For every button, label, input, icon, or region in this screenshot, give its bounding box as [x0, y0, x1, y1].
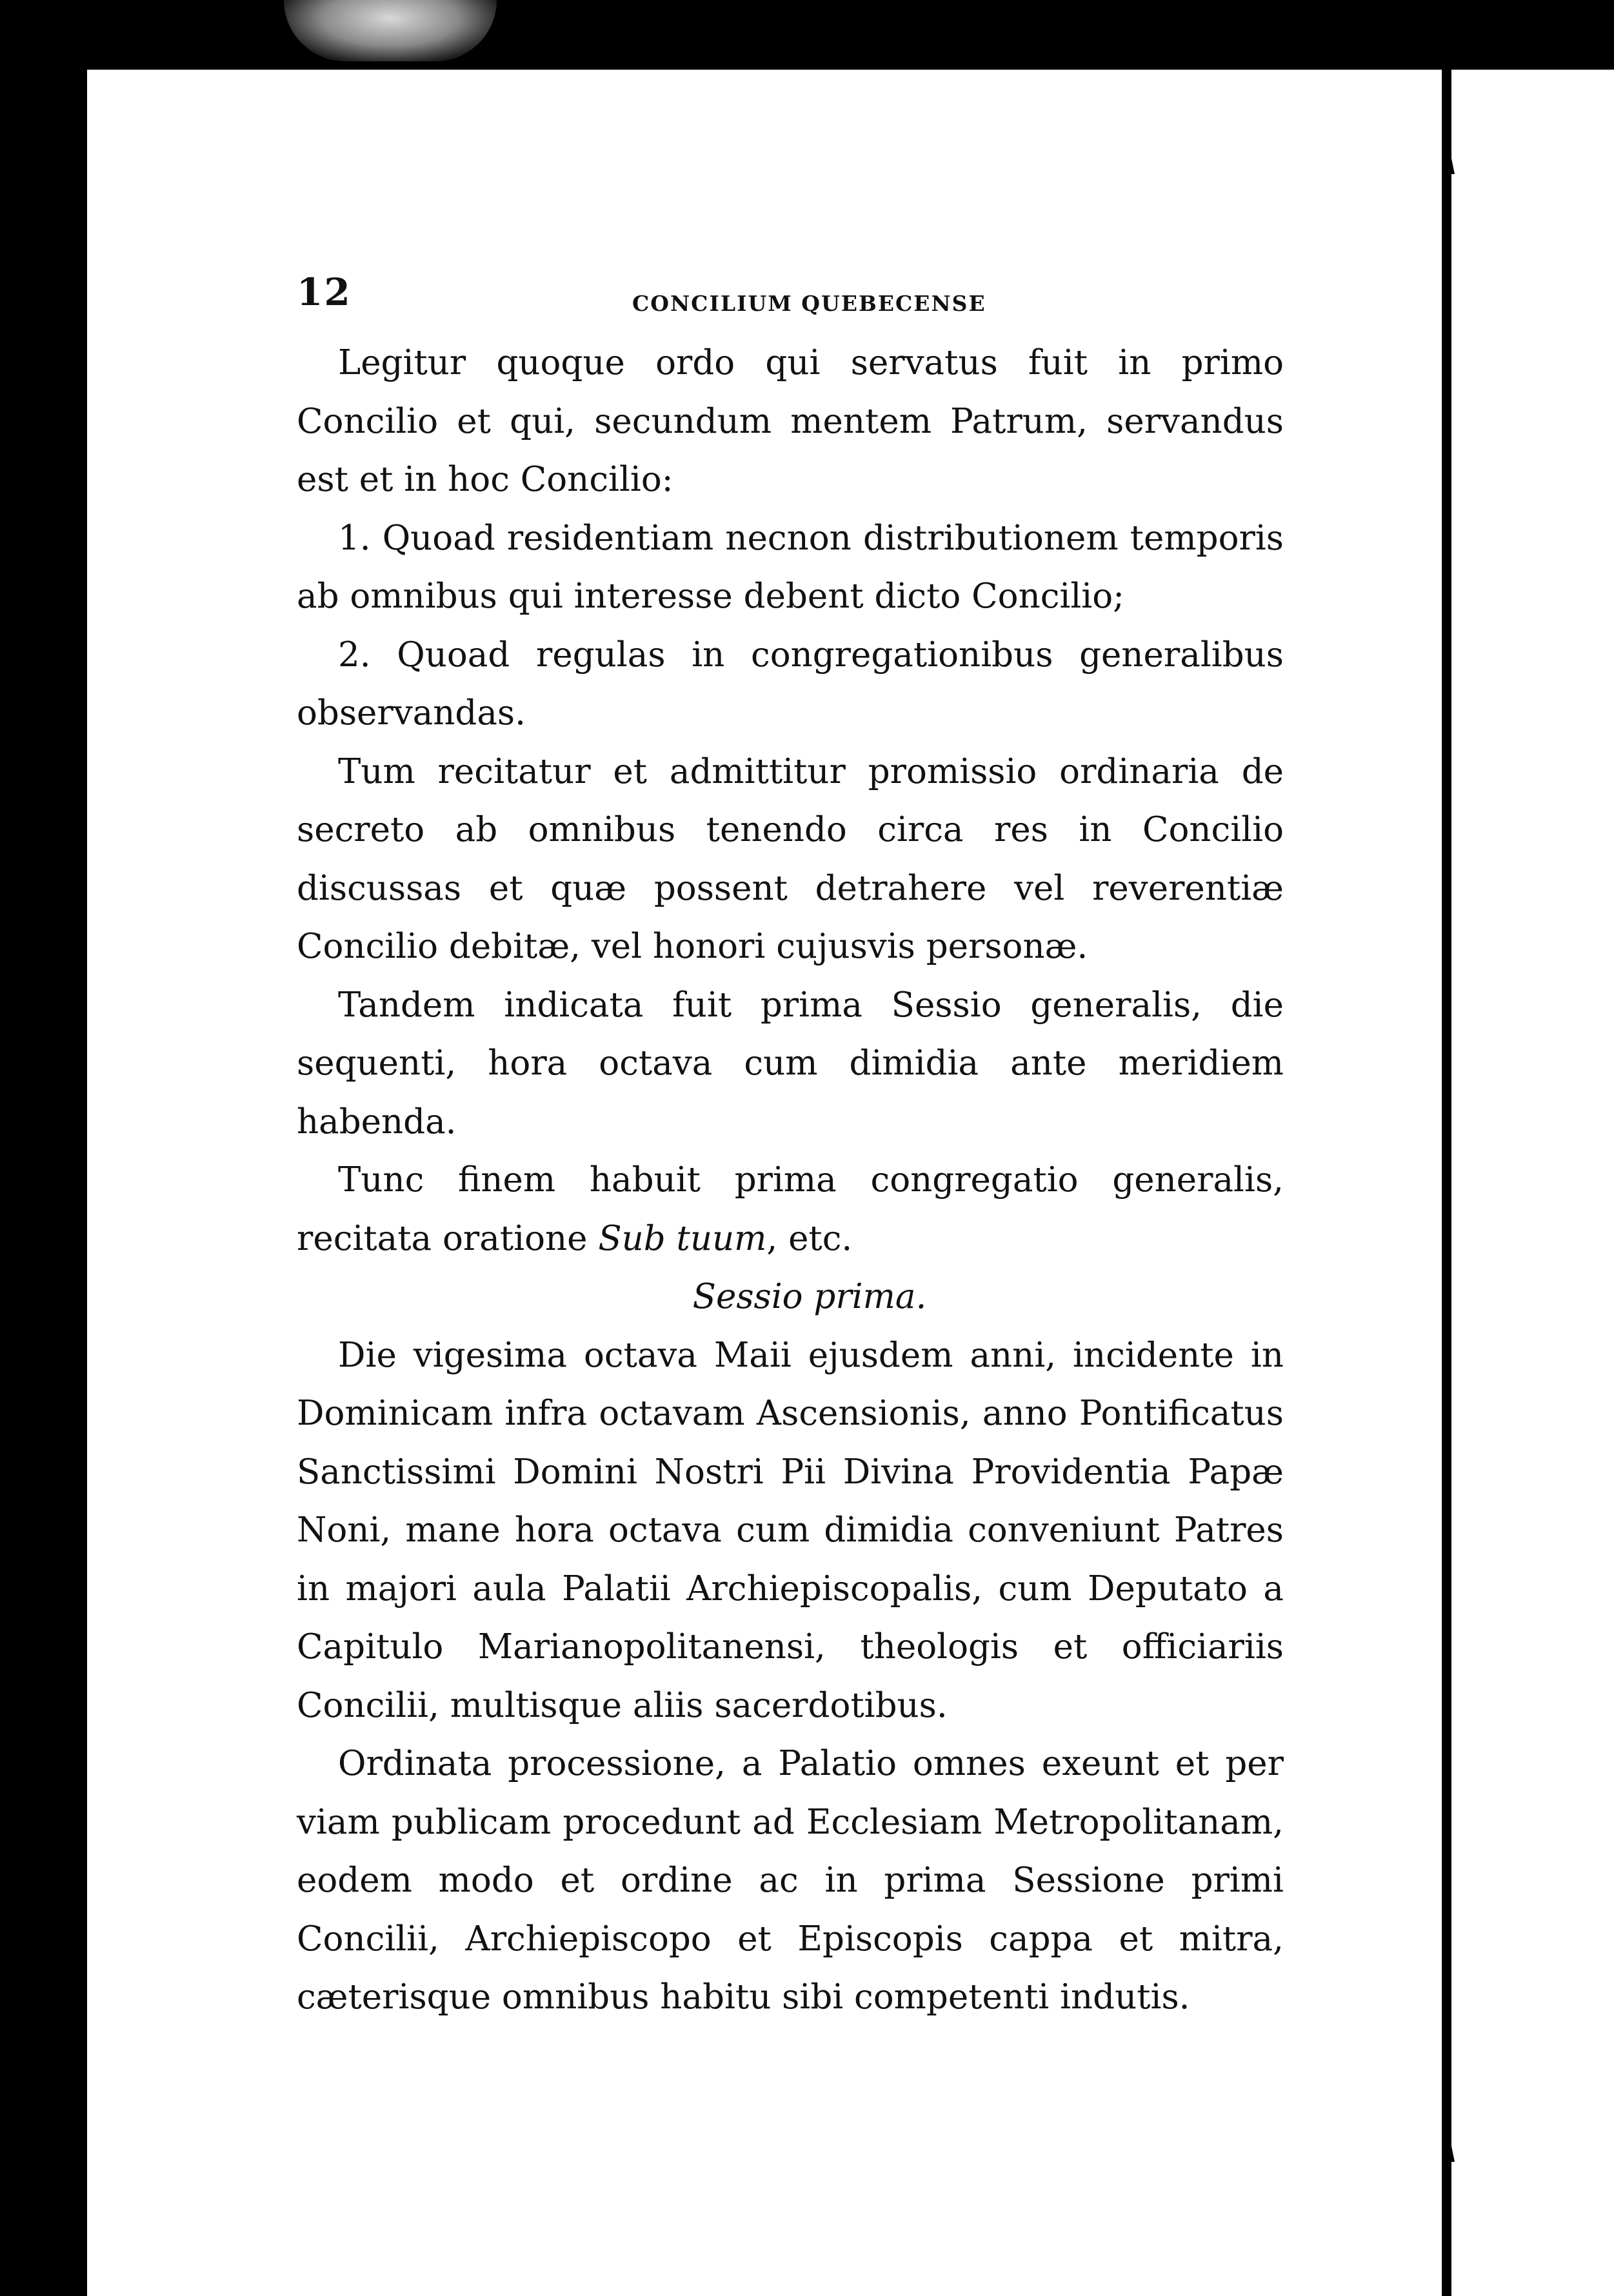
gutter-mark-top — [1443, 146, 1455, 174]
section-heading: Sessio prima. — [692, 1277, 927, 1316]
paragraph-sessio-prima: Die vigesima octava Maii ejusdem anni, incidente in Dominicam infra octavam Ascensionis, anno Pontificatus Sanctissimi Domini Nostri Pii Divina Providentia Papæ Noni, mane hora octava cum dimidia conveniunt Patres in majori aula Palatii Archiepiscopalis, cum Deputato a Capitulo Marianopolitanensi, theologis et officiariis Concilii, multisque aliis sacerdotibus. — [297, 1335, 1284, 1725]
running-head: CONCILIUM QUEBECENSE — [632, 291, 986, 316]
paragraph-finis-congregationis — [297, 1151, 1284, 1268]
paragraph-promissio: Tum recitatur et admittitur promissio ordinaria de secreto ab omnibus tenendo circa res in Concilio discussas et quæ possent detrahere vel reverentiæ Concilio debitæ, vel honori cujusvis personæ. — [297, 751, 1284, 966]
text-run: Tunc finem habuit prima congregatio generalis, recitata oratione — [297, 1160, 1284, 1258]
paragraph-ordo: Legitur quoque ordo qui servatus fuit in primo Concilio et qui, secundum mentem Patrum, servandus est et in hoc Concilio: — [297, 343, 1284, 499]
list-item-regulae: 2. Quoad regulas in congregationibus generalibus observandas. — [297, 635, 1284, 733]
adjacent-page-edge — [1448, 70, 1614, 2296]
page-header — [297, 270, 1284, 328]
paragraph-processio: Ordinata processione, a Palatio omnes exeunt et per viam publicam procedunt ad Ecclesiam Metropolitanam, eodem modo et ordine ac in prima Sessione primi Concilii, Archiepiscopo et Episcopis cappa et mitra, cæterisque omnibus habitu sibi competenti indutis. — [297, 1744, 1284, 2017]
page-text — [297, 270, 1284, 2027]
page-number: 12 — [297, 270, 352, 314]
text-run: , etc. — [766, 1218, 853, 1258]
scan-smudge — [284, 0, 497, 61]
italic-prayer-title: Sub tuum — [598, 1218, 767, 1258]
list-item-residentia: 1. Quoad residentiam necnon distributionem temporis ab omnibus qui interesse debent dicto Concilio; — [297, 518, 1284, 616]
paragraph-sessio-indicata: Tandem indicata fuit prima Sessio generalis, die sequenti, hora octava cum dimidia ante meridiem habenda. — [297, 985, 1284, 1142]
gutter-mark-bottom — [1443, 2133, 1455, 2162]
